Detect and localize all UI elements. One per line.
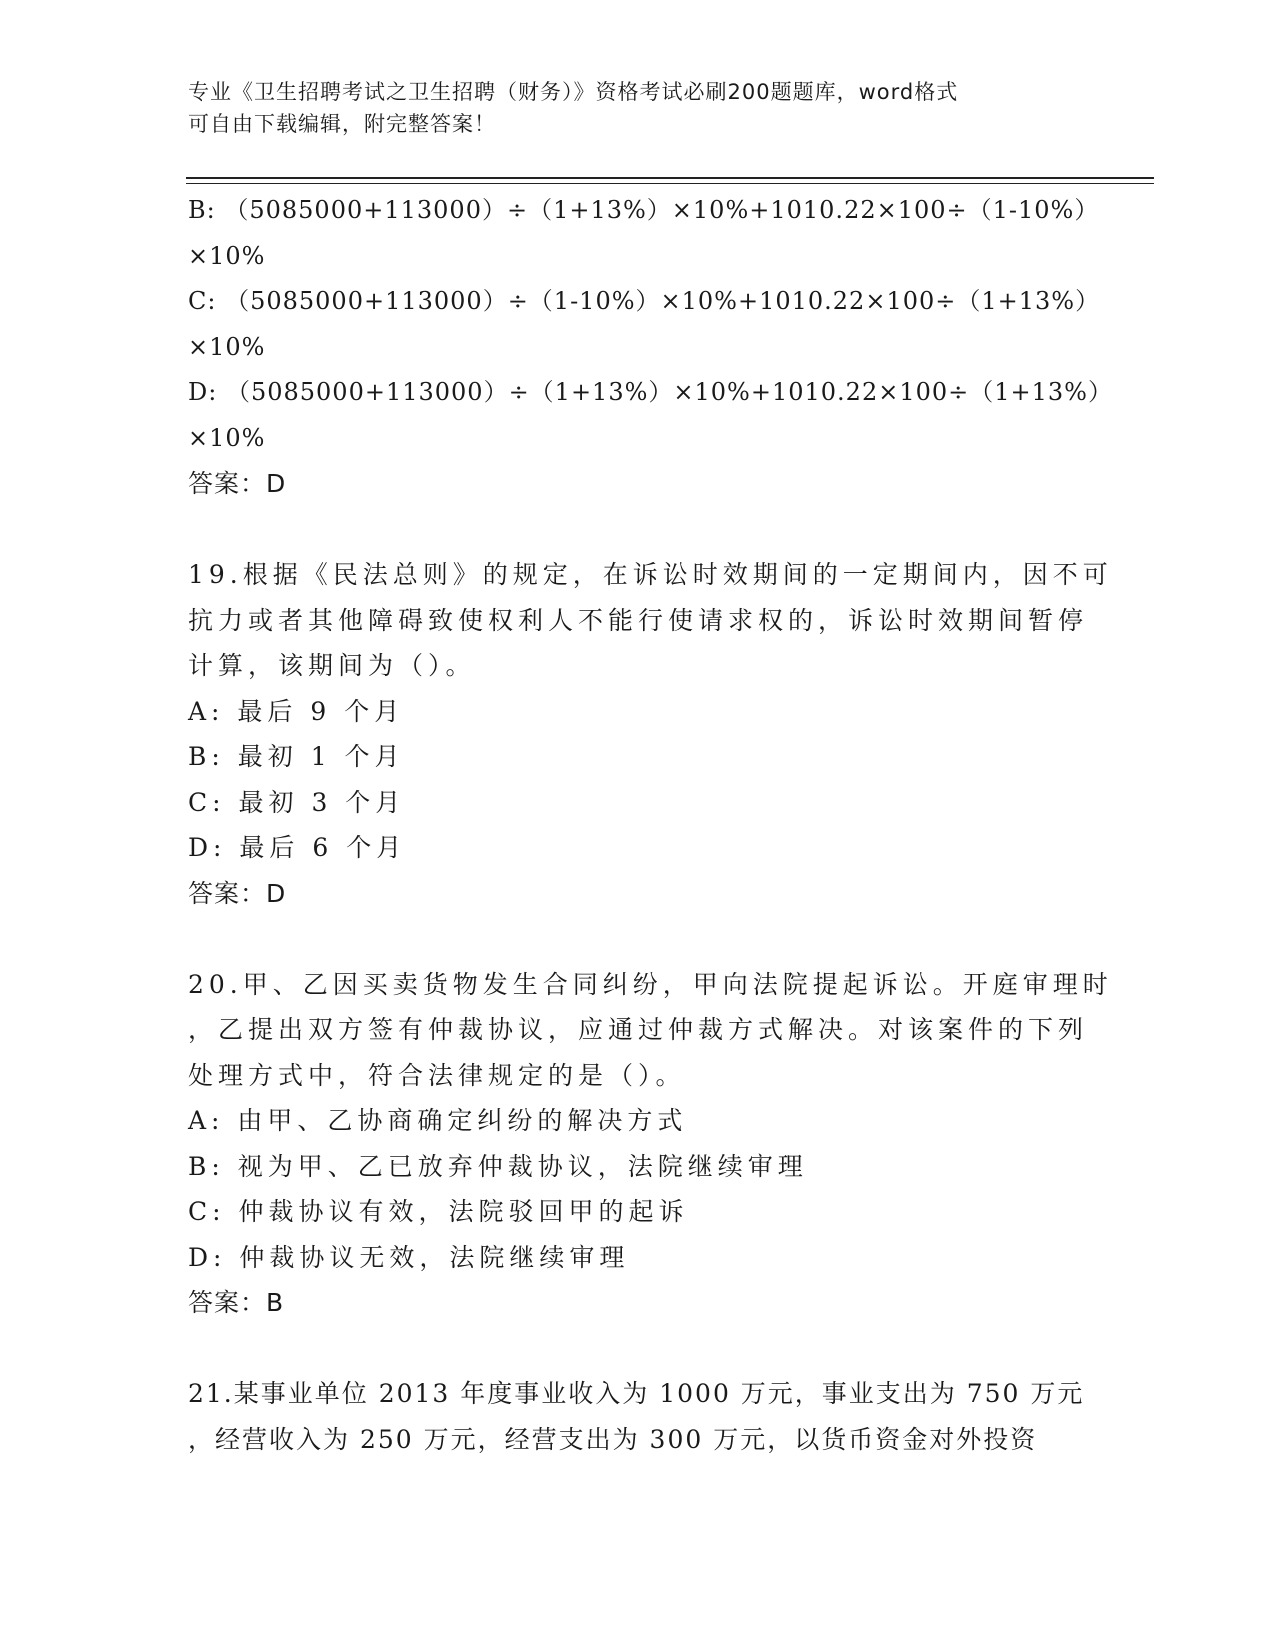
q20-option-d: D: 仲裁协议无效，法院继续审理 xyxy=(188,1242,630,1272)
q20-option-a: A: 由甲、乙协商确定纠纷的解决方式 xyxy=(188,1106,688,1135)
document-body xyxy=(188,188,1113,1462)
question-18 xyxy=(188,188,1113,507)
q21-text-line-1: 21.某事业单位 2013 年度事业收入为 1000 万元，事业支出为 750 万元 xyxy=(188,1379,1085,1408)
question-21 xyxy=(188,1371,1088,1462)
q19-text-line-1: 19.根据《民法总则》的规定，在诉讼时效期间的一定期间内，因不可 xyxy=(188,560,1113,589)
header-line-2: 可自由下载编辑，附完整答案！ xyxy=(188,112,496,136)
q18-option-c-line-2: ×10% xyxy=(188,332,266,361)
q20-text-line-1: 20.甲、乙因买卖货物发生合同纠纷，甲向法院提起诉讼。开庭审理时 xyxy=(188,969,1113,999)
header-divider-thick xyxy=(186,177,1154,179)
q19-option-b: B: 最初 1 个月 xyxy=(188,742,405,771)
q19-option-a: A: 最后 9 个月 xyxy=(188,696,405,726)
q19-text-line-3: 计算，该期间为（）。 xyxy=(188,651,476,680)
q18-option-d-line-1: D: （5085000+113000）÷（1+13%）×10%+1010.22×100÷（1+13%） xyxy=(188,378,1113,406)
question-20 xyxy=(188,962,1113,1326)
spacer xyxy=(188,507,1088,553)
q20-option-b: B: 视为甲、乙已放弃仲裁协议，法院继续审理 xyxy=(188,1151,808,1181)
header-line-1: 专业《卫生招聘考试之卫生招聘（财务）》资格考试必刷200题题库，word格式 xyxy=(188,80,959,104)
q19-text-line-2: 抗力或者其他障碍致使权利人不能行使请求权的，诉讼时效期间暂停 xyxy=(188,605,1089,635)
q21-text-line-2: ，经营收入为 250 万元，经营支出为 300 万元，以货币资金对外投资 xyxy=(188,1424,1038,1454)
q18-answer: 答案：D xyxy=(188,469,287,498)
question-19 xyxy=(188,552,1113,916)
header-divider-thin xyxy=(186,183,1154,184)
page-header xyxy=(188,76,1068,140)
q18-option-d-line-2: ×10% xyxy=(188,423,266,452)
spacer xyxy=(188,916,1088,962)
q20-option-c: C: 仲裁协议有效，法院驳回甲的起诉 xyxy=(188,1197,689,1226)
q18-option-b-line-2: ×10% xyxy=(188,241,266,270)
spacer xyxy=(188,1326,1088,1372)
q20-text-line-3: 处理方式中，符合法律规定的是（）。 xyxy=(188,1060,686,1090)
q19-option-c: C: 最初 3 个月 xyxy=(188,787,406,817)
q20-answer: 答案：B xyxy=(188,1288,285,1317)
q19-option-d: D: 最后 6 个月 xyxy=(188,833,407,862)
q19-answer: 答案：D xyxy=(188,878,287,908)
q18-option-c-line-1: C: （5085000+113000）÷（1-10%）×10%+1010.22×100÷（1+13%） xyxy=(188,287,1101,315)
q20-text-line-2: ，乙提出双方签有仲裁协议，应通过仲裁方式解决。对该案件的下列 xyxy=(188,1015,1089,1044)
q18-option-b-line-1: B: （5085000+113000）÷（1+13%）×10%+1010.22×100÷（1-10%） xyxy=(188,196,1100,224)
